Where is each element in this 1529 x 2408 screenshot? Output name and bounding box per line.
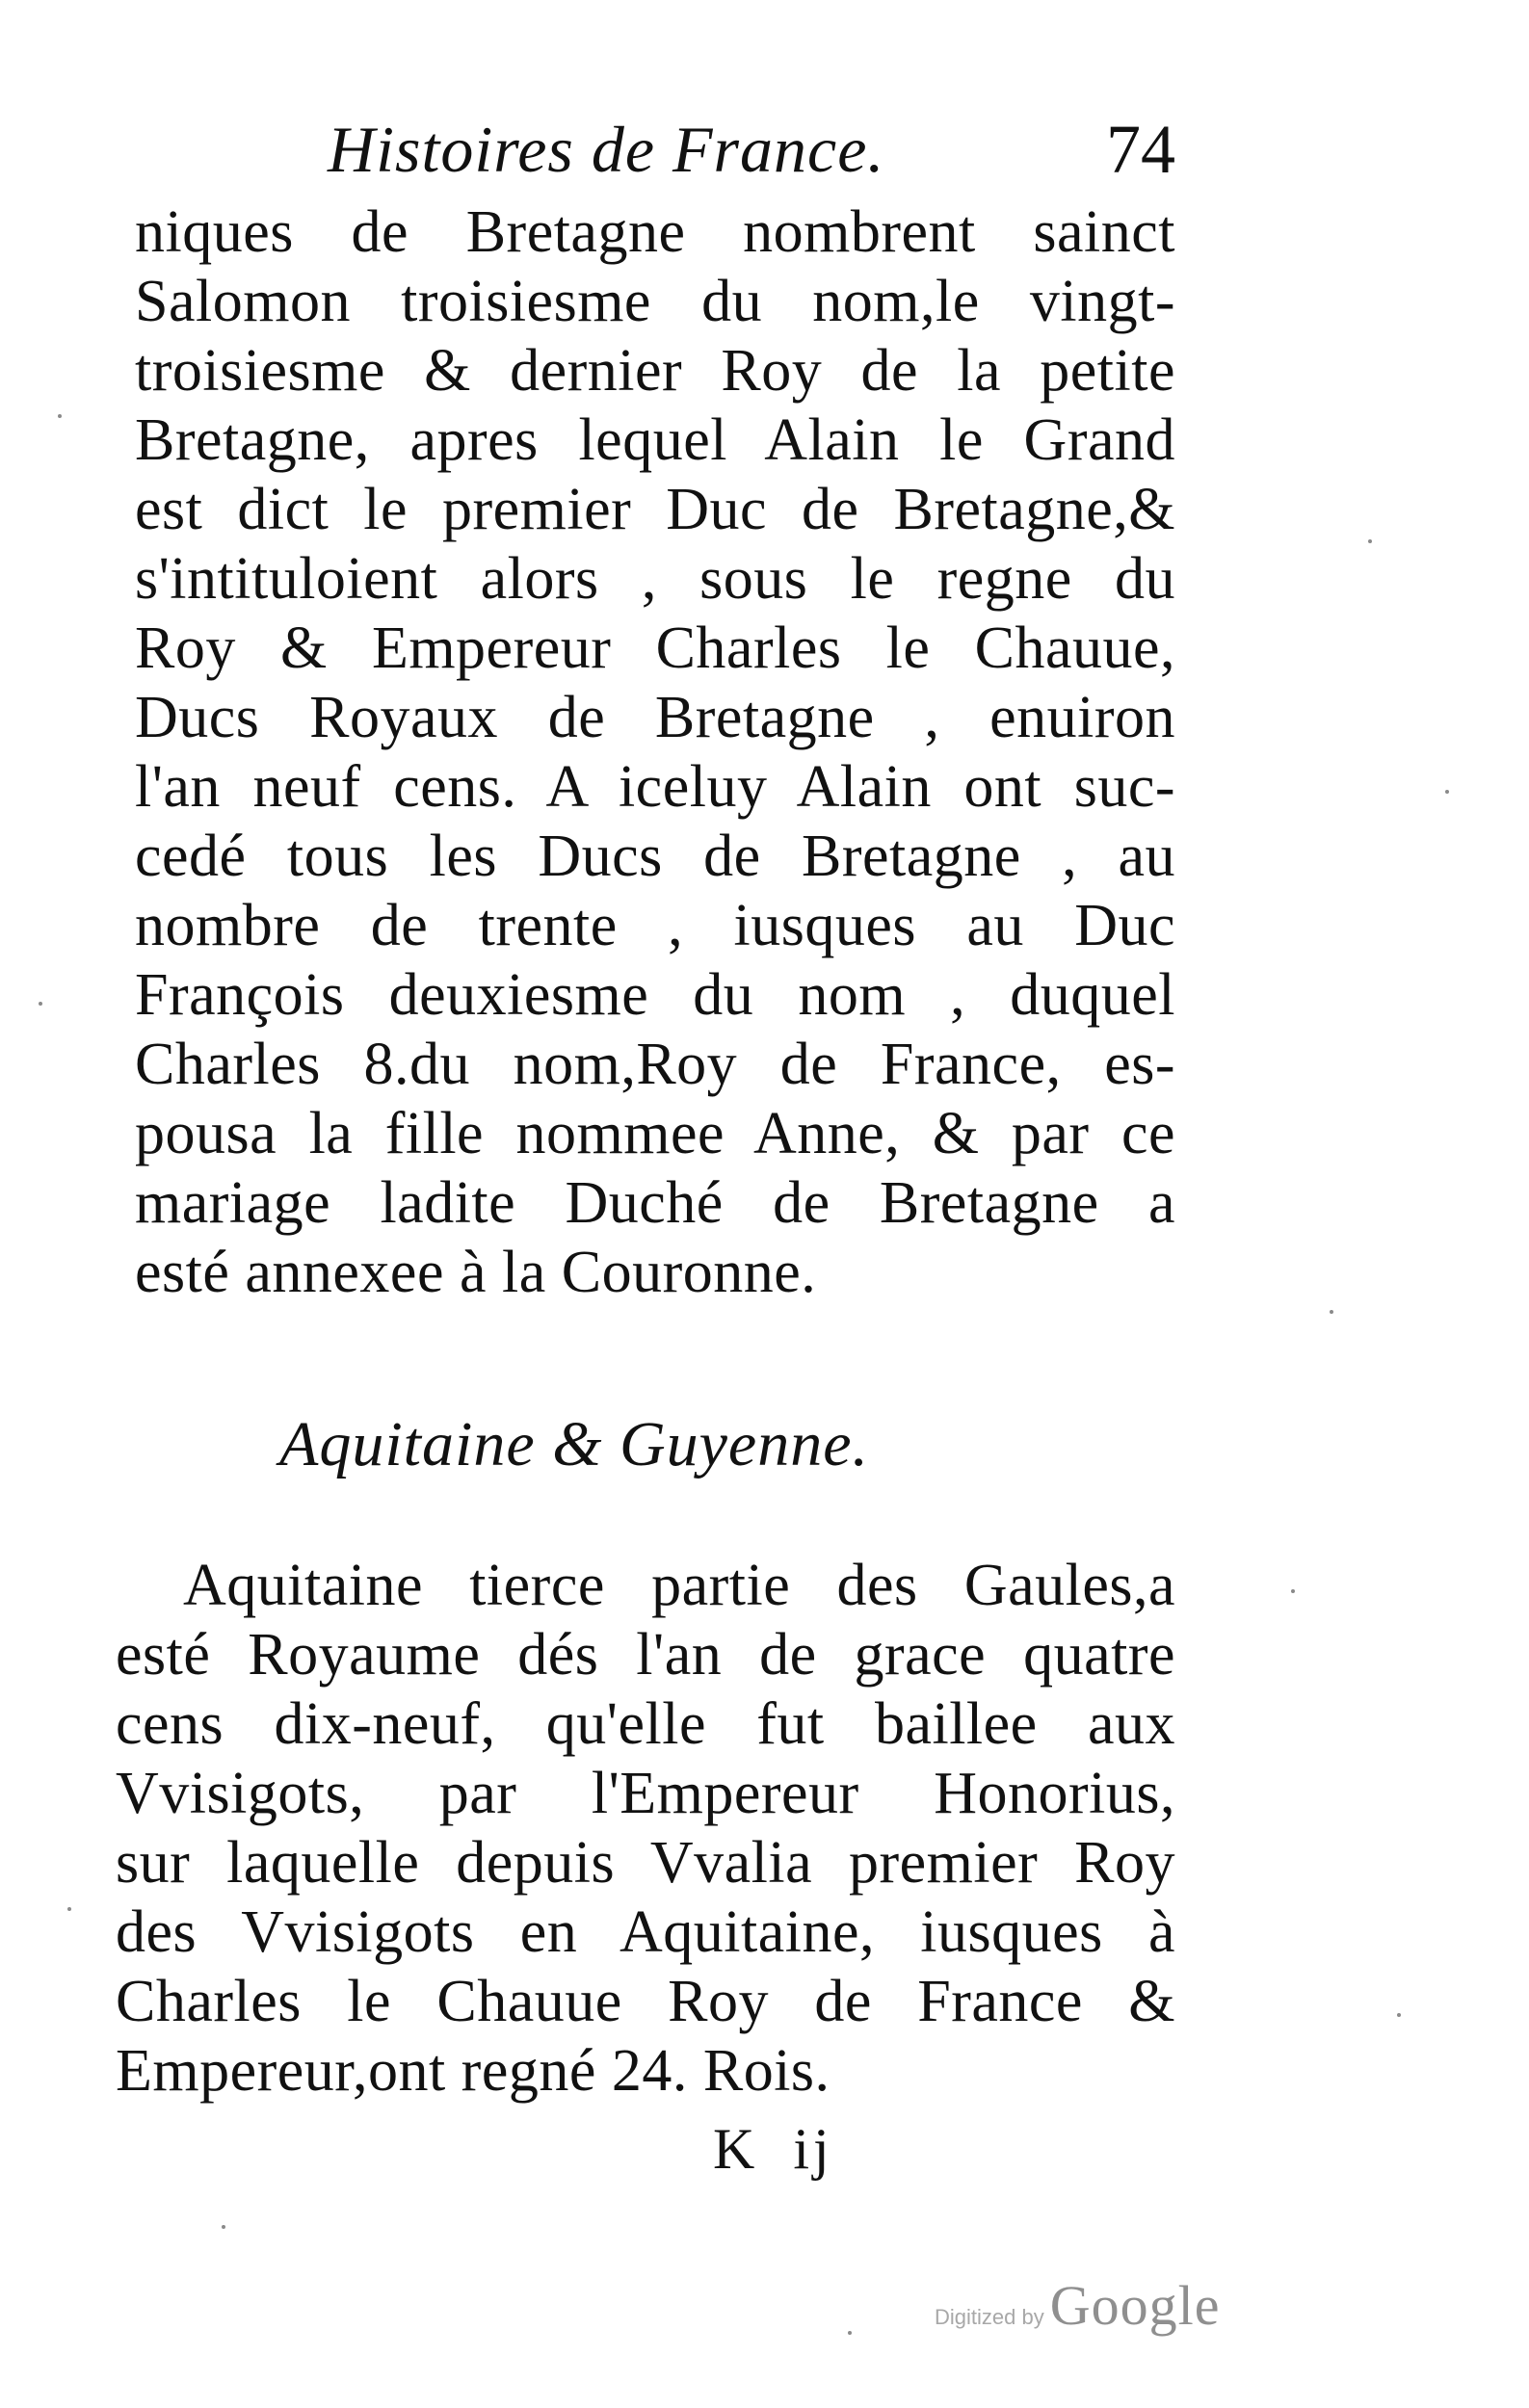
scan-speck: [848, 2331, 852, 2335]
text-line: Bretagne, apres lequel Alain le Grand: [135, 407, 1175, 473]
scan-speck: [67, 1907, 71, 1911]
watermark-prefix: Digitized by: [935, 2305, 1044, 2329]
watermark-brand: Google: [1049, 2274, 1221, 2337]
running-head: [328, 106, 1175, 193]
text-line: Aquitaine tierce partie des Gaules,a: [183, 1553, 1175, 1618]
text-line: Charles 8.du nom,Roy de France, es-: [135, 1032, 1175, 1097]
section-heading: Aquitaine & Guyenne.: [279, 1409, 870, 1479]
paragraph-bretagne: [135, 197, 1175, 1307]
scan-speck: [1397, 2013, 1401, 2017]
text-line: troisiesme & dernier Roy de la petite: [135, 338, 1175, 404]
digitization-watermark: [935, 2273, 1220, 2338]
scan-speck: [39, 1002, 42, 1006]
text-line: mariage ladite Duché de Bretagne a: [135, 1170, 1175, 1236]
paragraph-aquitaine: [116, 1551, 1175, 2106]
running-title: Histoires de France.: [328, 113, 885, 186]
text-line: sur laquelle depuis Vvalia premier Roy: [116, 1830, 1175, 1896]
text-line: nombre de trente , iusques au Duc: [135, 893, 1175, 958]
text-line: des Vvisigots en Aquitaine, iusques à: [116, 1899, 1175, 1965]
page-number: 74: [1106, 111, 1175, 188]
text-line: Salomon troisiesme du nom,le vingt-: [135, 269, 1175, 334]
text-line: l'an neuf cens. A iceluy Alain ont suc-: [135, 754, 1175, 820]
signature-numeral: ij: [793, 2117, 833, 2181]
scan-speck: [222, 2225, 225, 2229]
signature-mark: [713, 2114, 833, 2184]
text-line: pousa la fille nommee Anne, & par ce: [135, 1101, 1175, 1166]
text-line: Empereur,ont regné 24. Rois.: [116, 2038, 830, 2104]
text-line: esté Royaume dés l'an de grace quatre: [116, 1622, 1175, 1688]
scan-speck: [1445, 790, 1449, 794]
text-line: esté annexee à la Couronne.: [135, 1240, 817, 1305]
scan-speck: [1291, 1589, 1295, 1593]
text-line: Roy & Empereur Charles le Chauue,: [135, 615, 1175, 681]
text-line: Ducs Royaux de Bretagne , enuiron: [135, 685, 1175, 750]
text-line: s'intituloient alors , sous le regne du: [135, 546, 1175, 612]
scan-speck: [1368, 539, 1372, 543]
text-line: est dict le premier Duc de Bretagne,&: [135, 477, 1175, 542]
text-line: Charles le Chauue Roy de France &: [116, 1969, 1175, 2034]
text-line: Vvisigots, par l'Empereur Honorius,: [116, 1761, 1175, 1826]
text-line: niques de Bretagne nombrent sainct: [135, 199, 1175, 265]
signature-letter: K: [713, 2117, 759, 2181]
text-line: cedé tous les Ducs de Bretagne , au: [135, 824, 1175, 889]
scan-speck: [58, 414, 62, 418]
text-line: François deuxiesme du nom , duquel: [135, 962, 1175, 1028]
scan-speck: [1330, 1310, 1333, 1314]
text-line: cens dix-neuf, qu'elle fut baillee aux: [116, 1691, 1175, 1757]
